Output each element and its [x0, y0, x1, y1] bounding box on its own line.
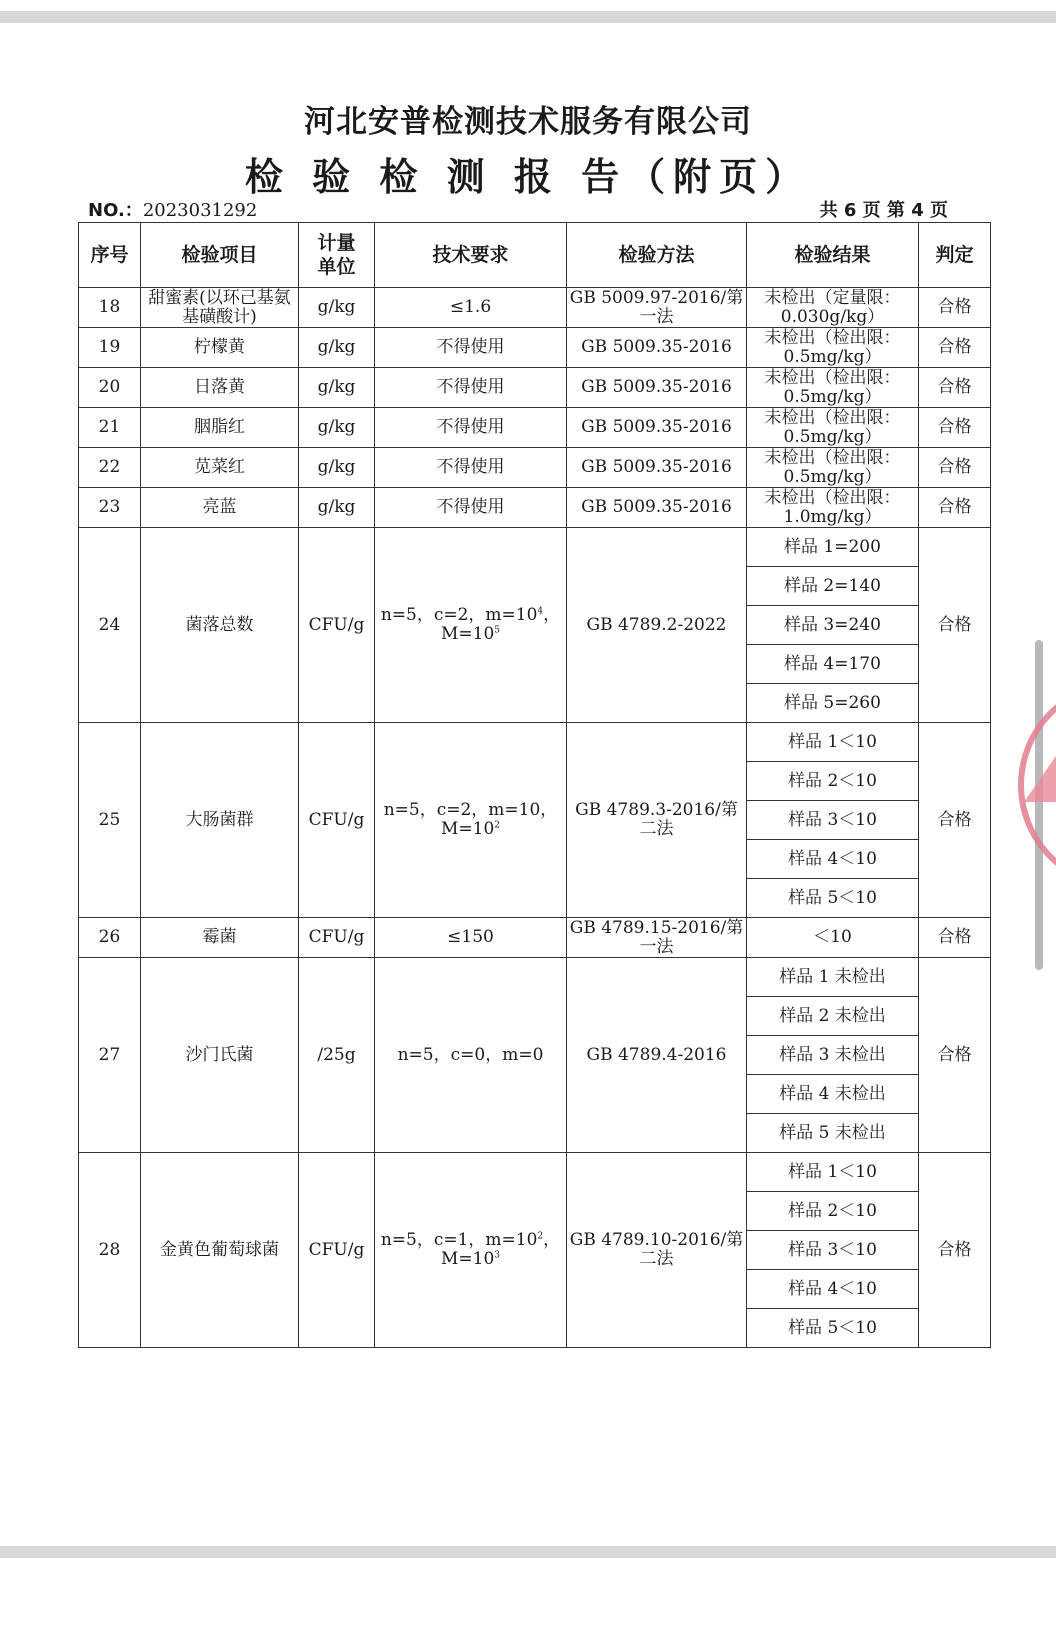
- report-meta: [88, 196, 948, 220]
- req-text-a: n=5，c=1，m=10: [380, 1230, 538, 1250]
- table-row: [79, 288, 991, 328]
- cell-item: 亮蓝: [141, 488, 299, 528]
- cell-verdict: 合格: [919, 368, 991, 408]
- cell-method: GB 5009.35-2016: [567, 368, 747, 408]
- cell-unit: g/kg: [299, 288, 375, 328]
- cell-verdict: 合格: [919, 448, 991, 488]
- table-row: [79, 1153, 991, 1192]
- cell-verdict: 合格: [919, 1153, 991, 1348]
- cell-item: 大肠菌群: [141, 723, 299, 918]
- report-no: 2023031292: [142, 200, 258, 221]
- table-header-row: [79, 223, 991, 288]
- page-info: 共 6 页 第 4 页: [819, 200, 948, 221]
- cell-seq: 22: [79, 448, 141, 488]
- header-requirement: 技术要求: [375, 223, 567, 288]
- cell-unit: CFU/g: [299, 723, 375, 918]
- cell-requirement: [375, 723, 567, 918]
- req-text-b: ，M=10: [440, 1230, 561, 1269]
- table-row: [79, 488, 991, 528]
- cell-unit: g/kg: [299, 328, 375, 368]
- req-exp-2: 5: [494, 625, 501, 636]
- cell-item: 甜蜜素(以环己基氨基磺酸计): [141, 288, 299, 328]
- cell-item: 日落黄: [141, 368, 299, 408]
- cell-result: 样品 2＜10: [747, 1192, 919, 1231]
- cell-method: GB 4789.3-2016/第二法: [567, 723, 747, 918]
- cell-result: 未检出（检出限：0.5mg/kg）: [747, 368, 919, 408]
- cell-unit: CFU/g: [299, 1153, 375, 1348]
- inspection-table: [78, 222, 991, 1348]
- header-result: 检验结果: [747, 223, 919, 288]
- seal-star-icon: [1024, 756, 1056, 802]
- cell-result: 样品 2 未检出: [747, 997, 919, 1036]
- cell-requirement: n=5，c=0，m=0: [375, 958, 567, 1153]
- cell-verdict: 合格: [919, 958, 991, 1153]
- cell-result: 未检出（检出限：1.0mg/kg）: [747, 488, 919, 528]
- cell-result: 样品 1＜10: [747, 723, 919, 762]
- cell-seq: 18: [79, 288, 141, 328]
- table-row: [79, 328, 991, 368]
- cell-verdict: 合格: [919, 723, 991, 918]
- cell-result: 未检出（检出限：0.5mg/kg）: [747, 328, 919, 368]
- cell-result: 样品 1=200: [747, 528, 919, 567]
- cell-unit: /25g: [299, 958, 375, 1153]
- table-row: [79, 958, 991, 997]
- cell-method: GB 5009.35-2016: [567, 408, 747, 448]
- header-unit: [299, 223, 375, 288]
- cell-requirement: 不得使用: [375, 328, 567, 368]
- req-text-a: n=5，c=2，m=10: [380, 605, 538, 625]
- cell-result: 未检出（检出限：0.5mg/kg）: [747, 448, 919, 488]
- cell-unit: g/kg: [299, 368, 375, 408]
- company-name: 河北安普检测技术服务有限公司: [304, 104, 752, 140]
- cell-requirement: 不得使用: [375, 448, 567, 488]
- cell-result: 样品 4＜10: [747, 840, 919, 879]
- cell-result: 未检出（检出限：0.5mg/kg）: [747, 408, 919, 448]
- table-row: [79, 368, 991, 408]
- cell-requirement: ≤1.6: [375, 288, 567, 328]
- bottom-screen-bar: [0, 1546, 1056, 1558]
- req-exp-1: 2: [494, 820, 501, 831]
- cell-requirement: [375, 528, 567, 723]
- cell-result: 样品 4＜10: [747, 1270, 919, 1309]
- cell-result: 样品 3＜10: [747, 801, 919, 840]
- cell-seq: 25: [79, 723, 141, 918]
- cell-requirement: 不得使用: [375, 368, 567, 408]
- req-exp-2: 3: [494, 1250, 501, 1261]
- cell-verdict: 合格: [919, 528, 991, 723]
- req-text-b: ，M=10: [440, 605, 561, 644]
- req-exp-1: 4: [537, 606, 544, 617]
- cell-seq: 27: [79, 958, 141, 1153]
- cell-requirement: [375, 1153, 567, 1348]
- cell-method: GB 5009.97-2016/第一法: [567, 288, 747, 328]
- cell-result: 样品 1 未检出: [747, 958, 919, 997]
- report-title: 检 验 检 测 报 告（附页）: [244, 155, 812, 199]
- table-row: [79, 408, 991, 448]
- cell-method: GB 4789.2-2022: [567, 528, 747, 723]
- cell-verdict: 合格: [919, 288, 991, 328]
- table-row: [79, 528, 991, 567]
- cell-seq: 19: [79, 328, 141, 368]
- table-row: [79, 448, 991, 488]
- cell-result: 样品 5=260: [747, 684, 919, 723]
- header-unit-line1: 计量: [317, 232, 356, 254]
- cell-result: 样品 5＜10: [747, 879, 919, 918]
- cell-method: GB 4789.15-2016/第一法: [567, 918, 747, 958]
- cell-item: 胭脂红: [141, 408, 299, 448]
- cell-unit: g/kg: [299, 488, 375, 528]
- cell-verdict: 合格: [919, 918, 991, 958]
- cell-item: 菌落总数: [141, 528, 299, 723]
- cell-requirement: 不得使用: [375, 408, 567, 448]
- cell-method: GB 5009.35-2016: [567, 488, 747, 528]
- cell-seq: 23: [79, 488, 141, 528]
- header-unit-line2: 单位: [317, 256, 356, 278]
- cell-method: GB 5009.35-2016: [567, 328, 747, 368]
- header-seq: 序号: [79, 223, 141, 288]
- cell-verdict: 合格: [919, 328, 991, 368]
- cell-result: 样品 3=240: [747, 606, 919, 645]
- cell-requirement: ≤150: [375, 918, 567, 958]
- cell-result: 样品 2＜10: [747, 762, 919, 801]
- cell-item: 苋菜红: [141, 448, 299, 488]
- cell-result: ＜10: [747, 918, 919, 958]
- cell-result: 样品 4 未检出: [747, 1075, 919, 1114]
- header-item: 检验项目: [141, 223, 299, 288]
- top-screen-bar: [0, 11, 1056, 23]
- cell-unit: CFU/g: [299, 918, 375, 958]
- cell-unit: CFU/g: [299, 528, 375, 723]
- cell-item: 柠檬黄: [141, 328, 299, 368]
- cell-requirement: 不得使用: [375, 488, 567, 528]
- cell-result: 样品 3＜10: [747, 1231, 919, 1270]
- req-exp-1: 2: [537, 1231, 544, 1242]
- cell-verdict: 合格: [919, 488, 991, 528]
- cell-result: 样品 4=170: [747, 645, 919, 684]
- cell-seq: 24: [79, 528, 141, 723]
- table-row: [79, 918, 991, 958]
- cell-result: 样品 5 未检出: [747, 1114, 919, 1153]
- req-text-a: n=5，c=2，m=10，M=10: [383, 800, 558, 839]
- cell-item: 金黄色葡萄球菌: [141, 1153, 299, 1348]
- report-no-label: NO.：: [88, 200, 143, 221]
- cell-seq: 28: [79, 1153, 141, 1348]
- cell-result: 样品 2=140: [747, 567, 919, 606]
- cell-seq: 21: [79, 408, 141, 448]
- cell-seq: 20: [79, 368, 141, 408]
- cell-verdict: 合格: [919, 408, 991, 448]
- cell-method: GB 4789.4-2016: [567, 958, 747, 1153]
- table-row: [79, 723, 991, 762]
- cell-method: GB 5009.35-2016: [567, 448, 747, 488]
- header-method: 检验方法: [567, 223, 747, 288]
- cell-result: 未检出（定量限：0.030g/kg）: [747, 288, 919, 328]
- cell-result: 样品 1＜10: [747, 1153, 919, 1192]
- red-seal-stamp: [1016, 676, 1056, 896]
- cell-seq: 26: [79, 918, 141, 958]
- cell-unit: g/kg: [299, 448, 375, 488]
- header-verdict: 判定: [919, 223, 991, 288]
- cell-item: 沙门氏菌: [141, 958, 299, 1153]
- cell-unit: g/kg: [299, 408, 375, 448]
- cell-item: 霉菌: [141, 918, 299, 958]
- cell-method: GB 4789.10-2016/第二法: [567, 1153, 747, 1348]
- cell-result: 样品 3 未检出: [747, 1036, 919, 1075]
- cell-result: 样品 5＜10: [747, 1309, 919, 1348]
